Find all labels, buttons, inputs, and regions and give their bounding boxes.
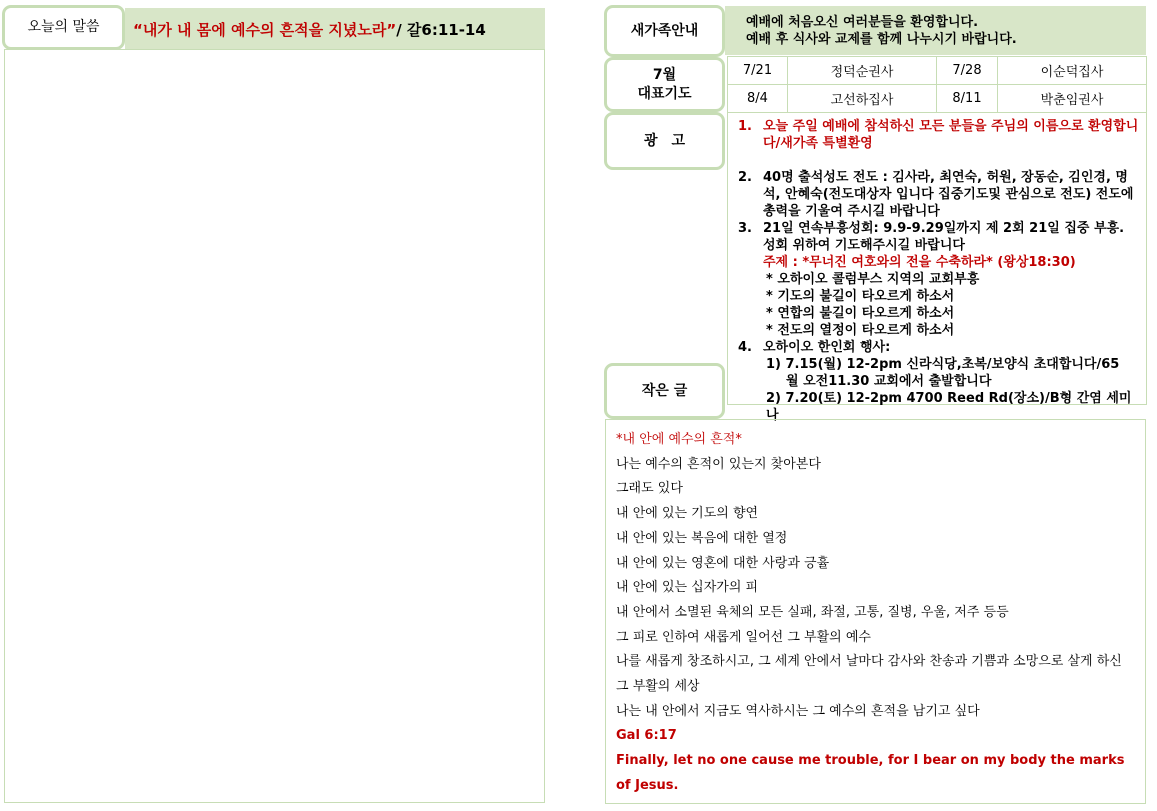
event-item: 2) 7.20(토) 12-2pm 4700 Reed Rd(장소)/B형 간염 세미나 xyxy=(766,391,1132,423)
essay-line: 내 안에 있는 영혼에 대한 사랑과 긍휼 xyxy=(616,555,830,571)
essay-line: 그 피로 인하여 새롭게 일어선 그 부활의 예수 xyxy=(616,629,871,645)
essay-line: 내 안에 있는 기도의 향연 xyxy=(616,506,759,522)
essay-line: 내 안에 있는 복음에 대한 열정 xyxy=(616,530,788,546)
essay-line: 나는 내 안에서 지금도 역사하시는 그 예수의 흔적을 남기고 싶다 xyxy=(616,703,980,719)
announcement-item xyxy=(738,169,1140,220)
announcement-item xyxy=(738,118,1140,152)
prayer-bullet: * 전도의 열정이 타오르게 하소서 xyxy=(766,323,955,338)
prayer-date: 7/21 xyxy=(728,57,788,85)
todays-word-label-text: 오늘의 말씀 xyxy=(27,19,100,35)
essay-line: 내 안에서 소멸된 육체의 모든 실패, 좌절, 고통, 질병, 우울, 저주 등등 xyxy=(616,604,1009,620)
newcomer-label-text: 새가족안내 xyxy=(630,22,699,39)
newcomer-label xyxy=(604,5,725,57)
todays-word-verse: “내가 내 몸에 예수의 흔적을 지녔노라” xyxy=(133,20,397,39)
todays-word-bar xyxy=(125,8,545,50)
essay-line: 내 안에 있는 십자가의 피 xyxy=(616,580,759,596)
todays-word-reference: / 갈6:11-14 xyxy=(396,20,486,39)
prayer-label xyxy=(604,57,725,112)
essay-line: 그래도 있다 xyxy=(616,481,683,497)
sermon-content-box xyxy=(4,49,545,803)
announcement-text: 21일 연속부흥성회: 9.9-9.29일까지 제 2회 21일 집중 부흥. 성회 위하여 기도해주시길 바랍니다 xyxy=(763,221,1125,253)
revival-theme: 주제 : *무너진 여호와의 전을 수축하라* (왕상18:30) xyxy=(763,255,1076,270)
prayer-leader: 정덕순권사 xyxy=(788,57,937,85)
prayer-label-month: 7월 xyxy=(652,66,677,83)
scripture-reference: Gal 6:17 xyxy=(616,728,677,744)
newcomer-line-1: 예배에 처음오신 여러분들을 환영합니다. xyxy=(746,15,979,30)
prayer-leader: 이순덕집사 xyxy=(998,57,1147,85)
essay-line: 나는 예수의 흔적이 있는지 찾아본다 xyxy=(616,456,821,472)
announcement-number: 3. xyxy=(738,221,752,236)
announcement-number: 1. xyxy=(738,119,752,134)
short-essay-box xyxy=(605,419,1146,804)
announcement-number: 2. xyxy=(738,170,752,185)
essay-line: 나를 새롭게 창조하시고, 그 세계 안에서 날마다 감사와 찬송과 기쁨과 소망으로 살게 하신 그 부활의 세상 xyxy=(616,654,1122,695)
prayer-bullet: * 오하이오 콜럼부스 지역의 교회부흥 xyxy=(766,272,980,287)
prayer-leader: 박춘임권사 xyxy=(998,85,1147,113)
prayer-bullet: * 연합의 불길이 타오르게 하소서 xyxy=(766,306,955,321)
prayer-date: 8/11 xyxy=(937,85,998,113)
announcement-text: 오늘 주일 예배에 참석하신 모든 분들을 주님의 이름으로 환영합니다/새가족 특별환영 xyxy=(763,119,1139,151)
scripture-quote: Finally, let no one cause me trouble, for I bear on my body the marks of Jesus. xyxy=(616,753,1125,793)
announcement-text: 40명 출석성도 전도 : 김사라, 최연숙, 허원, 장동순, 김인경, 명석, 안혜숙(전도대상자 입니다 집중기도및 관심으로 전도) 전도에 총력을 기울여 주시길 바랍니다 xyxy=(763,170,1134,219)
event-item: 1) 7.15(월) 12-2pm 신라식당,초복/보양식 초대합니다/65 xyxy=(766,357,1120,372)
prayer-schedule-table xyxy=(727,56,1147,113)
table-row xyxy=(728,85,1147,113)
announcement-number: 4. xyxy=(738,340,752,355)
todays-word-label xyxy=(2,5,125,50)
announcement-item xyxy=(738,339,1140,356)
announcement-text: 오하이오 한인회 행사: xyxy=(763,340,891,355)
short-essay-label-text: 작은 글 xyxy=(641,382,688,399)
prayer-date: 8/4 xyxy=(728,85,788,113)
prayer-leader: 고선하집사 xyxy=(788,85,937,113)
short-essay-label xyxy=(604,363,725,419)
announcement-item xyxy=(738,220,1140,254)
event-item-continued: 월 오전11.30 교회에서 출발합니다 xyxy=(786,374,992,389)
prayer-bullet: * 기도의 불길이 타오르게 하소서 xyxy=(766,289,955,304)
newcomer-line-2: 예배 후 식사와 교제를 함께 나누시기 바랍니다. xyxy=(746,32,1017,47)
prayer-date: 7/28 xyxy=(937,57,998,85)
prayer-label-title: 대표기도 xyxy=(637,85,692,102)
announcements-box xyxy=(727,112,1147,423)
announcements-label-text: 광고 xyxy=(643,132,700,149)
essay-title: *내 안에 예수의 흔적* xyxy=(616,432,742,447)
newcomer-info-bar xyxy=(725,6,1146,55)
table-row xyxy=(728,57,1147,85)
announcements-label xyxy=(604,112,725,170)
